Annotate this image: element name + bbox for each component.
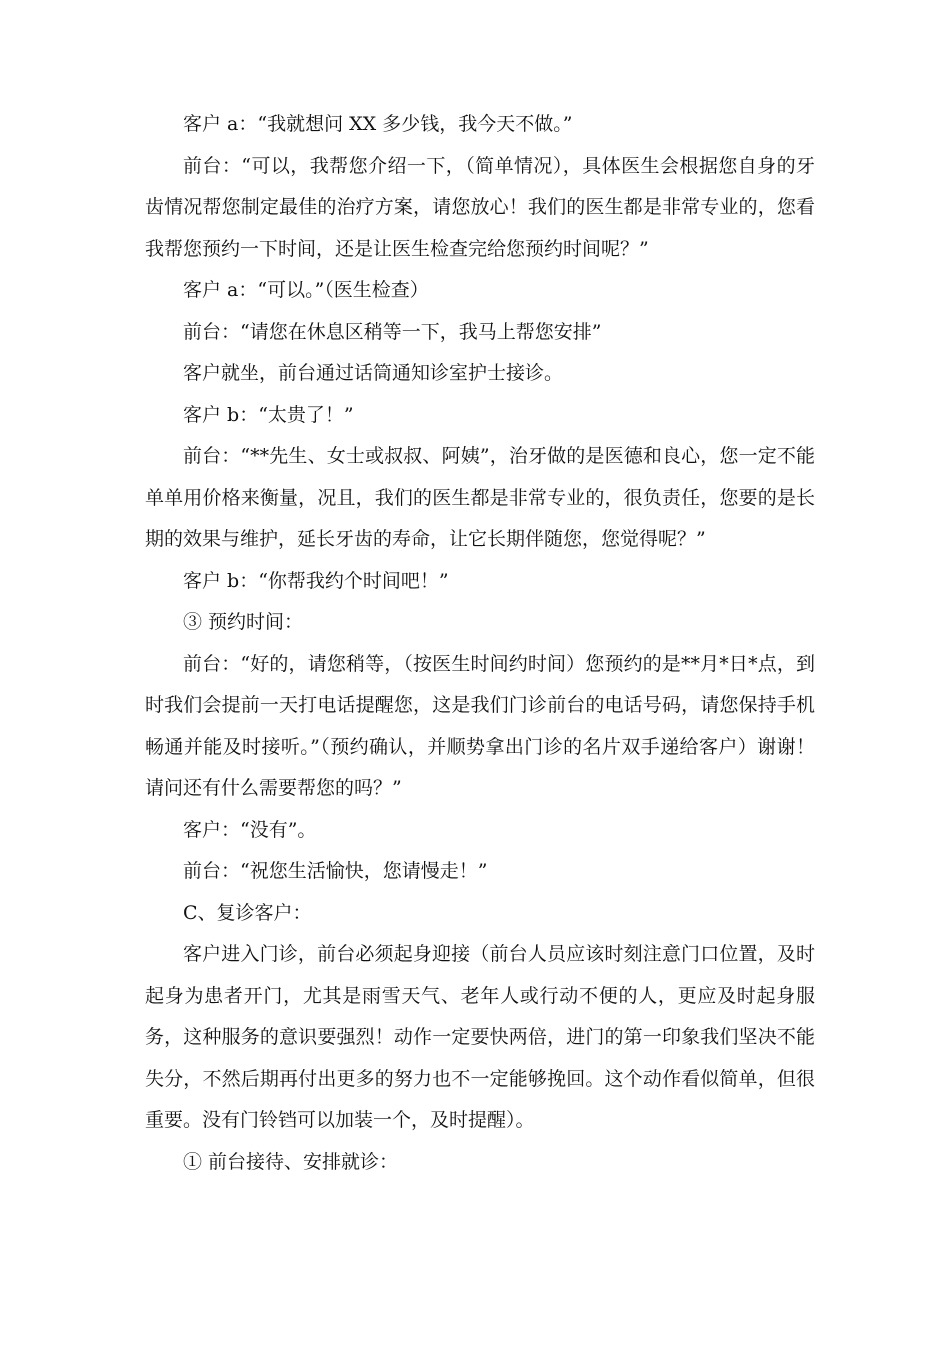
paragraph-customer-no: 客户：“没有”。 — [183, 818, 317, 841]
paragraph-customer-seated: 客户就坐，前台通过话筒通知诊室护士接诊。 — [183, 362, 564, 384]
paragraph-customer-b-expensive: 客户 b：“太贵了！” — [183, 403, 354, 426]
paragraph-customer-a-agree: 客户 a：“可以。”（医生检查） — [183, 279, 429, 301]
heading-return-customer: C、复诊客户： — [183, 901, 312, 924]
paragraph-reception-intro: 前台：“可以，我帮您介绍一下，（简单情况），具体医生会根据您自身的牙齿情况帮您制定最佳的治疗方案，请您放心！我们的医生都是非常专业的，您看我帮您预约一下时间，还是让医生检查完给您预约时间呢？” — [145, 154, 815, 260]
paragraph-customer-b-book: 客户 b：“你帮我约个时间吧！” — [183, 569, 449, 592]
paragraph-customer-a-question: 客户 a：“我就想问 XX 多少钱，我今天不做。” — [183, 113, 573, 135]
paragraph-reception-confirm: 前台：“好的，请您稍等，（按医生时间约时间）您预约的是**月*日*点，到时我们会提前一天打电话提醒您，这是我们门诊前台的电话号码，请您保持手机畅通并能及时接听。”（预约确认，并顺势拿出门诊的名片双手递给客户）谢谢！请问还有什么需要帮您的吗？” — [145, 652, 815, 799]
document-body — [145, 104, 815, 1183]
paragraph-greeting-guideline: 客户进入门诊，前台必须起身迎接（前台人员应该时刻注意门口位置，及时起身为患者开门，尤其是雨雪天气、老年人或行动不便的人，更应及时起身服务，这种服务的意识要强烈！动作一定要快两倍，进门的第一印象我们坚决不能失分，不然后期再付出更多的努力也不一定能够挽回。这个动作看似简单，但很重要。没有门铃铛可以加装一个，及时提醒）。 — [145, 943, 815, 1131]
heading-reception-arrange: ① 前台接待、安排就诊： — [183, 1150, 399, 1173]
paragraph-reception-farewell: 前台：“祝您生活愉快，您请慢走！” — [183, 860, 488, 882]
heading-appointment-time: ③ 预约时间： — [183, 611, 304, 633]
paragraph-reception-wait: 前台：“请您在休息区稍等一下，我马上帮您安排” — [183, 320, 602, 343]
paragraph-reception-value: 前台：“**先生、女士或叔叔、阿姨”，治牙做的是医德和良心，您一定不能单单用价格来衡量，况且，我们的医生都是非常专业的，很负责任，您要的是长期的效果与维护，延长牙齿的寿命，让它长期伴随您，您觉得呢？” — [145, 445, 815, 550]
